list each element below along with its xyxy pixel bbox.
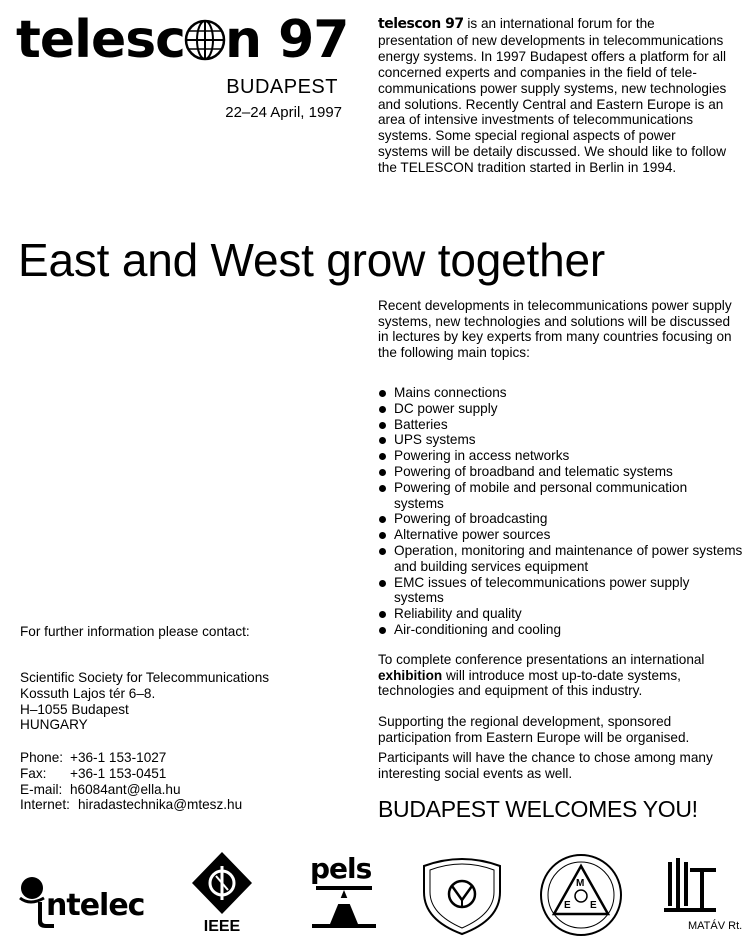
list-item: Batteries: [378, 417, 740, 433]
headline: East and West grow together: [18, 234, 605, 286]
pels-text: pels: [310, 852, 372, 885]
contact-street: Kossuth Lajos tér 6–8.: [20, 685, 156, 701]
intelec-logo: [16, 868, 146, 928]
intro-paragraph: [378, 16, 728, 176]
engineering-society-seal: [418, 852, 506, 936]
intro-brand: telescon 97: [378, 16, 464, 32]
exhibition-text-after: will introduce most up-to-date systems, technologies and equipment of this industry.: [378, 667, 681, 699]
list-item: EMC issues of telecommunications power supply systems: [378, 575, 704, 607]
exhibition-paragraph: [378, 652, 740, 699]
event-city: BUDAPEST: [226, 76, 338, 98]
fax-value: +36-1 153-0451: [70, 765, 167, 781]
contact-address: [20, 670, 269, 733]
mee-letter-m: M: [576, 878, 585, 889]
pels-logo: [308, 852, 380, 928]
intelec-text: ntelec: [46, 888, 145, 923]
ieee-logo: [190, 850, 254, 936]
topics-lead: Recent developments in telecommunications power supply systems, new technologies and solutions will be discussed in lectures by key experts from many countries focusing on the following main topics:: [378, 298, 732, 360]
topics-list: [378, 385, 743, 638]
contact-org: Scientific Society for Telecommunications: [20, 670, 270, 685]
matav-text: MATÁV Rt.: [688, 920, 743, 932]
list-item: Mains connections: [378, 385, 740, 401]
logo-text-left: telesc: [16, 10, 185, 70]
list-item: Powering of broadcasting: [378, 511, 740, 527]
exhibition-text-before: To complete conference presentations an international: [378, 652, 705, 667]
matav-mark-icon: [660, 858, 720, 914]
welcome-banner: BUDAPEST WELCOMES YOU!: [378, 796, 698, 822]
mee-triangle-icon: [538, 852, 624, 938]
email-link[interactable]: h6084ant@ella.hu: [70, 781, 181, 797]
list-item: Operation, monitoring and maintenance of power systems and building services equipment: [378, 543, 744, 575]
contact-country: HUNGARY: [20, 717, 88, 733]
internet-label: Internet:: [20, 797, 70, 813]
contact-channels: [20, 750, 242, 813]
matav-logo: [656, 858, 748, 938]
ieee-diamond-icon: [190, 850, 254, 916]
pels-pylon-icon: [308, 884, 380, 928]
mee-seal: [538, 852, 624, 938]
telescon-logo: [16, 10, 356, 84]
internet-address[interactable]: hiradastechnika@mtesz.hu: [78, 797, 243, 813]
phone-label: Phone:: [20, 750, 64, 765]
phone-value[interactable]: +36-1 153-1027: [70, 750, 167, 765]
social-paragraph: Participants will have the chance to chose among many interesting social events as well.: [378, 750, 713, 781]
list-item: Powering of mobile and personal communication systems: [378, 480, 694, 512]
contact-heading: For further information please contact:: [20, 624, 250, 639]
shield-seal-icon: [418, 852, 506, 936]
list-item: UPS systems: [378, 432, 740, 448]
list-item: Alternative power sources: [378, 527, 740, 543]
globe-icon: [183, 18, 227, 62]
contact-city: H–1055 Budapest: [20, 701, 129, 717]
fax-label: Fax:: [20, 765, 47, 781]
list-item: DC power supply: [378, 401, 740, 417]
email-label: E-mail:: [20, 781, 63, 797]
intro-text: is an international forum for the presentation of new developments in telecommunications energy systems. In 1997 Budapest offers a platform for all concerned experts and companies in the field of tele-communications power supply systems, new technologies and solutions. Recently Central and Eastern Europe is an area of intensive investments of telecommunications systems. Some special regional aspects of power systems will be detaily discussed. We should like to follow the TELESCON tradition started in Berlin in 1994.: [378, 16, 727, 176]
list-item: Powering of broadband and telematic systems: [378, 464, 740, 480]
list-item: Air-conditioning and cooling: [378, 622, 740, 638]
mee-letter-e2: E: [590, 900, 597, 911]
mee-letter-e1: E: [564, 900, 571, 911]
list-item: Powering in access networks: [378, 448, 740, 464]
logo-text-right: n 97: [225, 10, 349, 70]
list-item: Reliability and quality: [378, 606, 740, 622]
event-dates: 22–24 April, 1997: [225, 104, 342, 121]
exhibition-keyword: exhibition: [378, 667, 443, 683]
support-paragraph: Supporting the regional development, sponsored participation from Eastern Europe will be organised.: [378, 714, 690, 745]
ieee-text: IEEE: [203, 918, 241, 935]
